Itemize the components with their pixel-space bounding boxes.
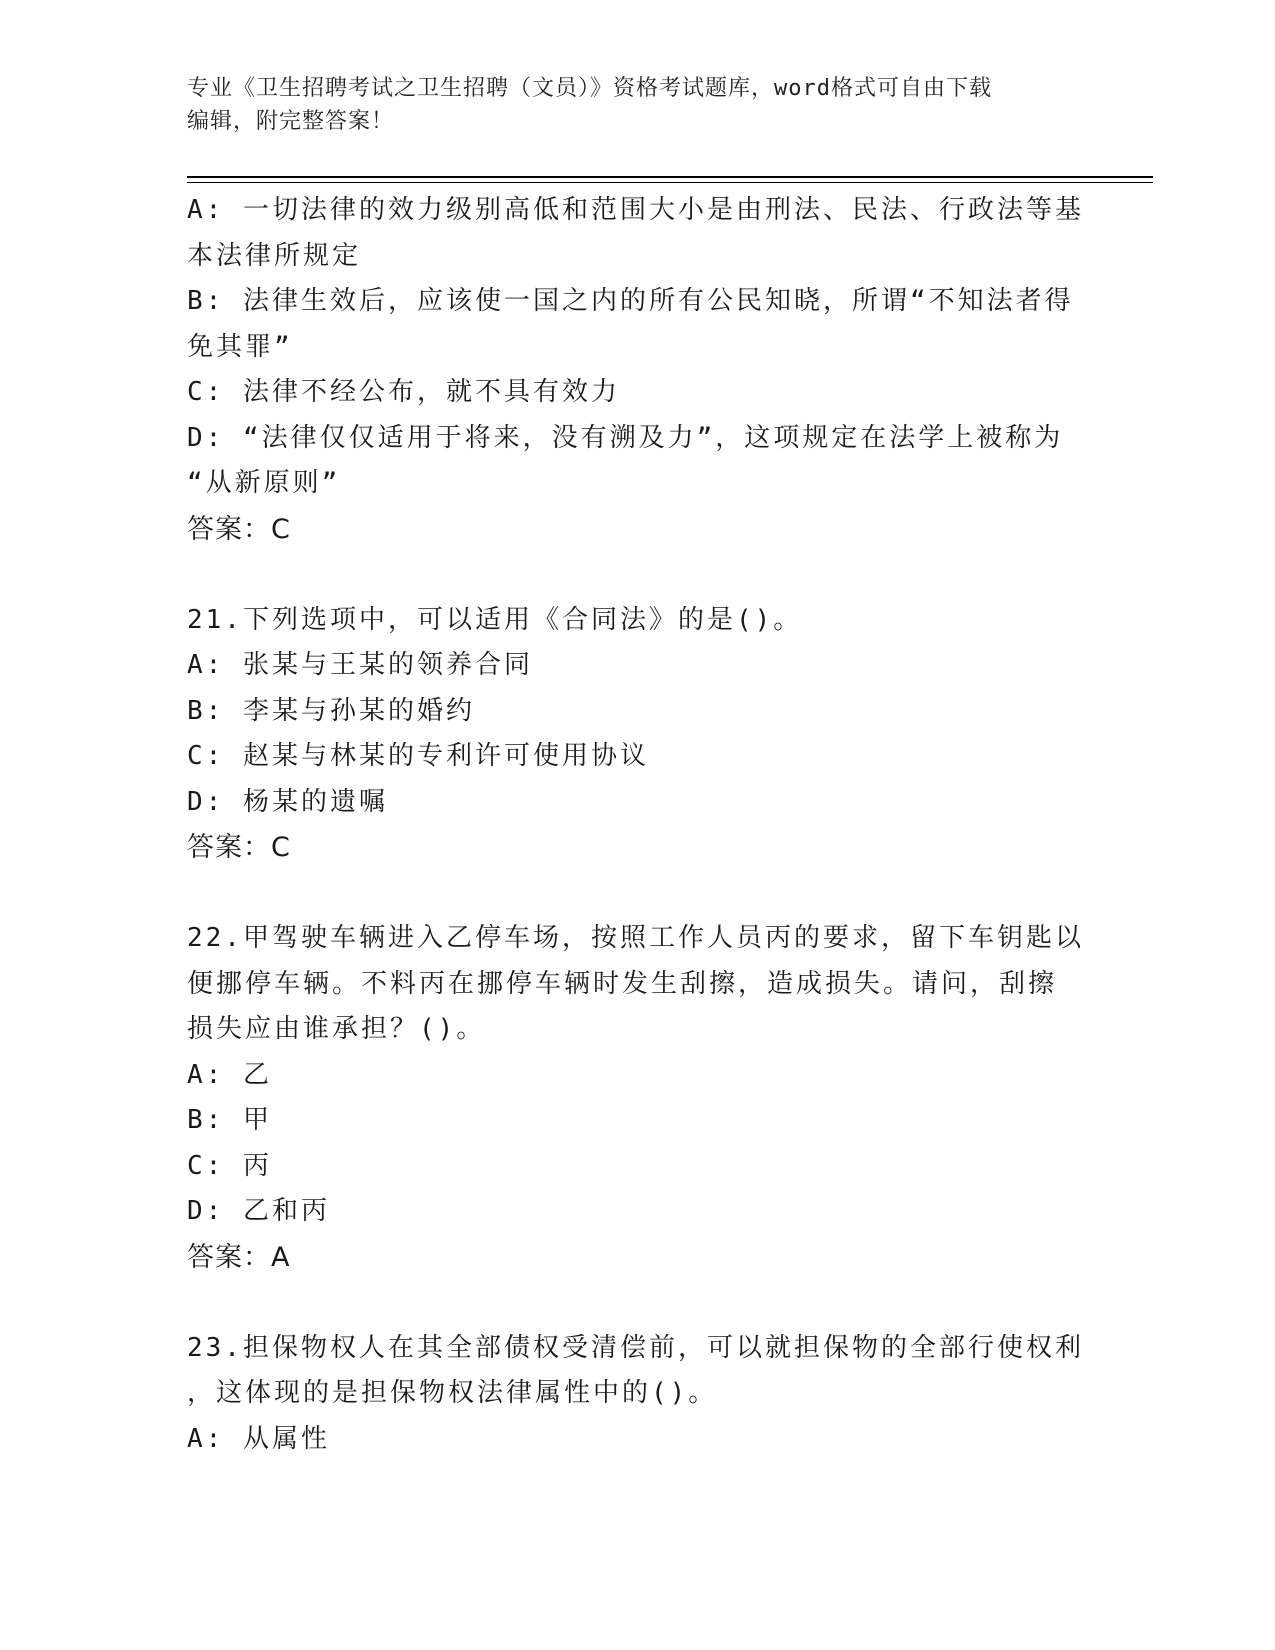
question-20 xyxy=(187,188,1087,552)
option-line: B: 甲 xyxy=(187,1105,272,1135)
question-stem: 23.担保物权人在其全部债权受清偿前，可以就担保物的全部行使权利 xyxy=(187,1332,1084,1363)
question-content xyxy=(187,188,1087,1462)
option-line: 本法律所规定 xyxy=(187,240,362,271)
option-line: C: 赵某与林某的专利许可使用协议 xyxy=(187,741,649,771)
option-line: 免其罪” xyxy=(187,331,293,362)
question-23 xyxy=(187,1326,1087,1463)
option-line: C: 法律不经公布，就不具有效力 xyxy=(187,377,620,407)
option-line: C: 丙 xyxy=(187,1150,272,1181)
question-stem: 便挪停车辆。不料丙在挪停车辆时发生刮擦，造成损失。请问，刮擦 xyxy=(187,968,1058,999)
option-line: D: 乙和丙 xyxy=(187,1196,330,1226)
question-21 xyxy=(187,598,1087,871)
header-line-2: 编辑，附完整答案！ xyxy=(187,109,395,134)
question-stem: 损失应由谁承担？()。 xyxy=(187,1014,486,1044)
option-line: “从新原则” xyxy=(187,468,341,498)
option-line: A: 从属性 xyxy=(187,1423,330,1454)
header-line-1: 专业《卫生招聘考试之卫生招聘（文员）》资格考试题库，word格式可自由下载 xyxy=(187,76,992,101)
header-divider-thick xyxy=(187,176,1153,178)
question-22 xyxy=(187,916,1087,1280)
question-stem: 22.甲驾驶车辆进入乙停车场，按照工作人员丙的要求，留下车钥匙以 xyxy=(187,923,1084,953)
option-line: B: 法律生效后，应该使一国之内的所有公民知晓，所谓“不知法者得 xyxy=(187,286,1074,316)
option-line: A: 一切法律的效力级别高低和范围大小是由刑法、民法、行政法等基 xyxy=(187,195,1084,225)
option-line: D: “法律仅仅适用于将来，没有溯及力”，这项规定在法学上被称为 xyxy=(187,422,1064,453)
option-line: B: 李某与孙某的婚约 xyxy=(187,695,475,726)
document-header xyxy=(187,72,1067,138)
answer-line: 答案：C xyxy=(187,513,291,545)
header-divider-thin xyxy=(187,182,1153,183)
question-stem: ，这体现的是担保物权法律属性中的()。 xyxy=(187,1378,718,1408)
question-stem: 21.下列选项中，可以适用《合同法》的是()。 xyxy=(187,604,803,635)
answer-line: 答案：C xyxy=(187,832,291,863)
option-line: D: 杨某的遗嘱 xyxy=(187,786,388,817)
option-line: A: 乙 xyxy=(187,1059,272,1090)
answer-line: 答案：A xyxy=(187,1241,291,1273)
option-line: A: 张某与王某的领养合同 xyxy=(187,650,533,680)
